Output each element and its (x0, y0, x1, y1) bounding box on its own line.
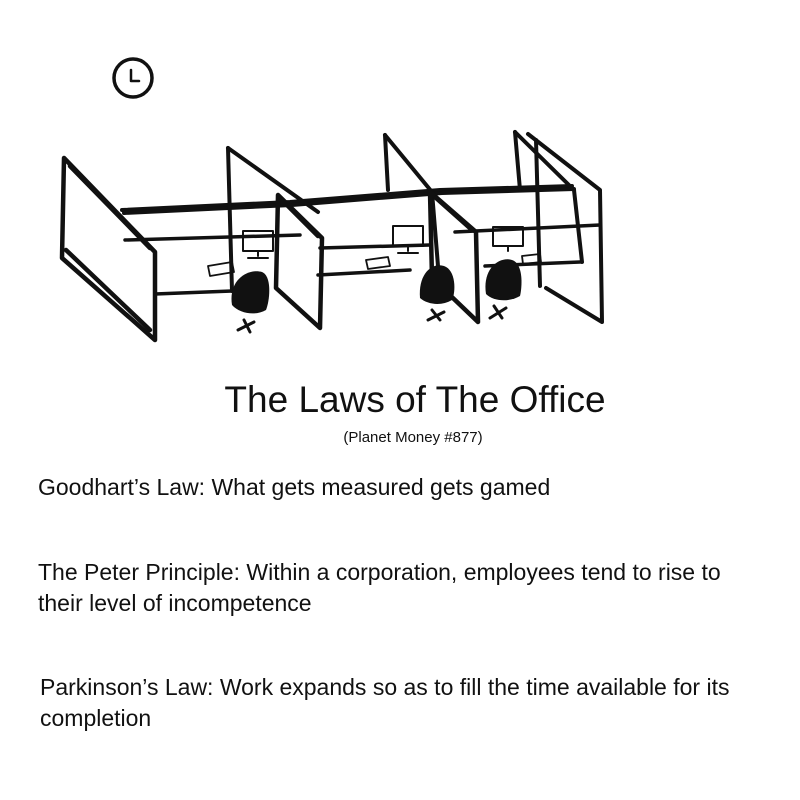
cubicles-illustration (0, 0, 800, 360)
law-peter-principle: The Peter Principle: Within a corporation, employees tend to rise to their level of incompetence (38, 559, 721, 616)
office-chair-icon (485, 259, 521, 318)
left-end-panel (62, 158, 155, 340)
law-goodhart: Goodhart’s Law: What gets measured gets gamed (38, 474, 551, 500)
back-wall (122, 186, 574, 213)
page-title: The Laws of The Office (224, 379, 606, 420)
desk-top (125, 225, 600, 248)
office-chair-icon (231, 271, 269, 332)
divider-panels (228, 132, 582, 291)
page-subtitle: (Planet Money #877) (343, 429, 483, 446)
office-chair-icon (420, 265, 455, 320)
front-panels (276, 192, 478, 328)
clock-icon (114, 59, 152, 97)
law-parkinson: Parkinson’s Law: Work expands so as to fill the time available for its completion (40, 674, 730, 731)
